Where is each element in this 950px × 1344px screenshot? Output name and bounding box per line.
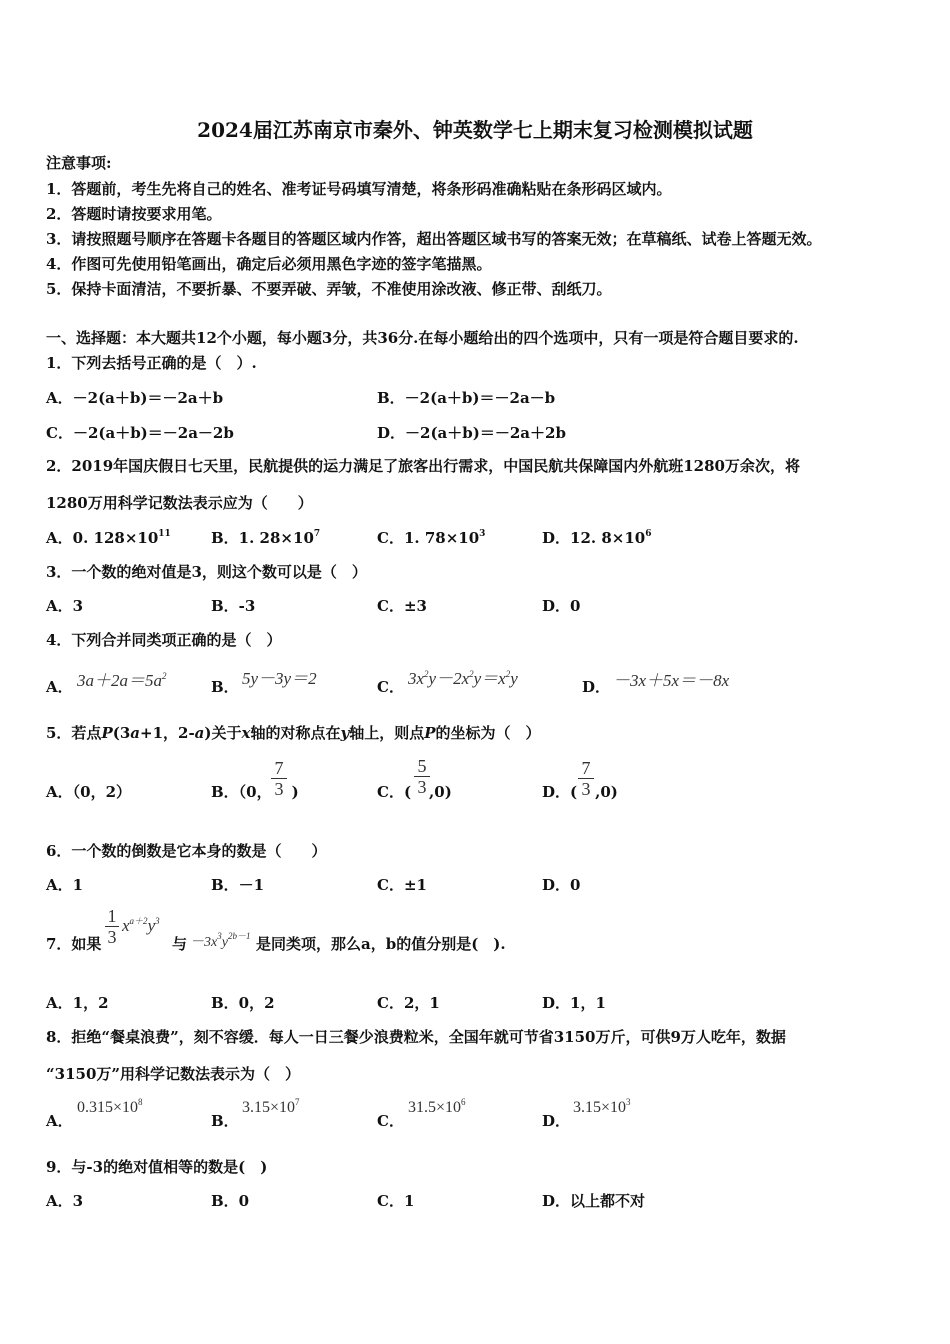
option-d-math: $3.15\times 10^3$ xyxy=(573,1097,631,1116)
option-d: D．1，1 xyxy=(542,994,606,1012)
notice-item: 5．保持卡面清洁，不要折暴、不要弄破、弄皱，不准使用涂改液、修正带、刮纸刀。 xyxy=(46,280,612,298)
question-stem: 3．一个数的绝对值是3，则这个数可以是（ ） xyxy=(46,563,367,581)
option-b-math: 5y－3y＝2 xyxy=(242,669,317,688)
option-c-label: C． xyxy=(377,678,404,696)
option-c: C．1 xyxy=(377,1192,415,1210)
question-stem-pre: 7．如果 xyxy=(46,935,102,953)
notice-heading: 注意事项: xyxy=(46,154,112,172)
question-stem: 1280万用科学记数法表示应为（ ） xyxy=(46,494,313,512)
option-a: A．0. $128\times 10^{11}$ xyxy=(46,529,171,547)
question-stem: 5．若点P(3a+1，2-a)关于x轴的对称点在y轴上，则点P的坐标为（ ） xyxy=(46,724,541,742)
notice-item: 3．请按照题号顺序在答题卡各题目的答题区域内作答，超出答题区域书写的答案无效；在草稿纸、试卷上答题无效。 xyxy=(46,230,822,248)
option-a: A．1 xyxy=(46,876,84,894)
question-stem: 6．一个数的倒数是它本身的数是（ ） xyxy=(46,842,327,860)
math-term: $-3x^3y^{2b-1}$ xyxy=(190,931,251,950)
option-a-math: $0.315\times 10^8$ xyxy=(77,1097,143,1116)
option-d: D．0 xyxy=(542,597,581,615)
option-b: B．-3 xyxy=(211,597,256,615)
option-d: D．12. $8\times 10^6$ xyxy=(542,529,652,547)
question-stem-mid: 与 xyxy=(172,935,188,953)
question-stem: 9．与-3的绝对值相等的数是( ) xyxy=(46,1158,268,1176)
option-b: B．0 xyxy=(211,1192,250,1210)
question-stem: 4．下列合并同类项正确的是（ ） xyxy=(46,631,282,649)
option-b: B．（0， ) xyxy=(211,783,299,801)
option-d-label: D． xyxy=(542,1112,571,1130)
option-b: B．1. $28\times 10^7$ xyxy=(211,529,321,547)
option-a: A．1，2 xyxy=(46,994,109,1012)
option-b-label: B． xyxy=(211,1112,239,1130)
option-b: B．－2(a＋b)＝－2a－b xyxy=(377,389,556,407)
page-title: 2024届江苏南京市秦外、钟英数学七上期末复习检测模拟试题 xyxy=(197,118,753,142)
fraction: 7 3 xyxy=(271,758,287,799)
notice-item: 2．答题时请按要求用笔。 xyxy=(46,205,222,223)
option-a-math: $3a+2a=5a^2$ xyxy=(77,671,167,690)
option-d: D．－2(a＋b)＝－2a＋2b xyxy=(377,424,566,442)
option-d-math: －3x＋5x＝－8x xyxy=(613,671,730,690)
option-a: A．（0，2） xyxy=(46,783,132,801)
option-c-label: C． xyxy=(377,1112,404,1130)
option-c: C．( ,0) xyxy=(377,783,452,801)
question-stem: “3150万”用科学记数法表示为（ ） xyxy=(46,1065,301,1083)
option-d: D．( ,0) xyxy=(542,783,618,801)
math-term: $x^{a+2}y^3$ xyxy=(122,916,160,935)
option-d: D．0 xyxy=(542,876,581,894)
option-a-label: A． xyxy=(46,1112,73,1130)
option-a-label: A． xyxy=(46,678,73,696)
question-stem: 2．2019年国庆假日七天里，民航提供的运力满足了旅客出行需求，中国民航共保障国内外航班1280万余次，将 xyxy=(46,457,800,475)
option-b-math: $3.15\times 10^7$ xyxy=(242,1097,300,1116)
option-c: C．±3 xyxy=(377,597,427,615)
option-c-math: $31.5\times 10^6$ xyxy=(408,1097,466,1116)
question-stem-post: 是同类项，那么a，b的值分别是( ). xyxy=(256,935,506,953)
question-stem: 1．下列去括号正确的是（ ）. xyxy=(46,354,257,372)
section-heading: 一、选择题：本大题共12个小题，每小题3分，共36分.在每小题给出的四个选项中，只有一项是符合题目要求的. xyxy=(46,329,799,347)
option-c: C．1. $78\times 10^3$ xyxy=(377,529,486,547)
option-b: B．－1 xyxy=(211,876,265,894)
option-c: C．－2(a＋b)＝－2a－2b xyxy=(46,424,234,442)
question-stem: 8．拒绝“餐桌浪费”，刻不容缓．每人一日三餐少浪费粒米，全国年就可节省3150万斤，可供9万人吃年，数据 xyxy=(46,1028,786,1046)
option-a: A．3 xyxy=(46,1192,84,1210)
option-a: A．－2(a＋b)＝－2a＋b xyxy=(46,389,224,407)
option-c: C．±1 xyxy=(377,876,427,894)
fraction: 5 3 xyxy=(414,756,430,797)
notice-item: 4．作图可先使用铅笔画出，确定后必须用黑色字迹的签字笔描黑。 xyxy=(46,255,492,273)
option-d: D．以上都不对 xyxy=(542,1192,646,1210)
option-a: A．3 xyxy=(46,597,84,615)
option-b-label: B． xyxy=(211,678,239,696)
notice-item: 1．答题前，考生先将自己的姓名、准考证号码填写清楚，将条形码准确粘贴在条形码区域内。 xyxy=(46,180,672,198)
option-d-label: D． xyxy=(582,678,611,696)
option-b: B．0，2 xyxy=(211,994,275,1012)
option-c: C．2，1 xyxy=(377,994,440,1012)
option-c-math: $3x^2y-2x^2y=x^2y$ xyxy=(408,669,518,688)
fraction: 1 3 xyxy=(105,906,119,947)
fraction: 7 3 xyxy=(578,758,594,799)
